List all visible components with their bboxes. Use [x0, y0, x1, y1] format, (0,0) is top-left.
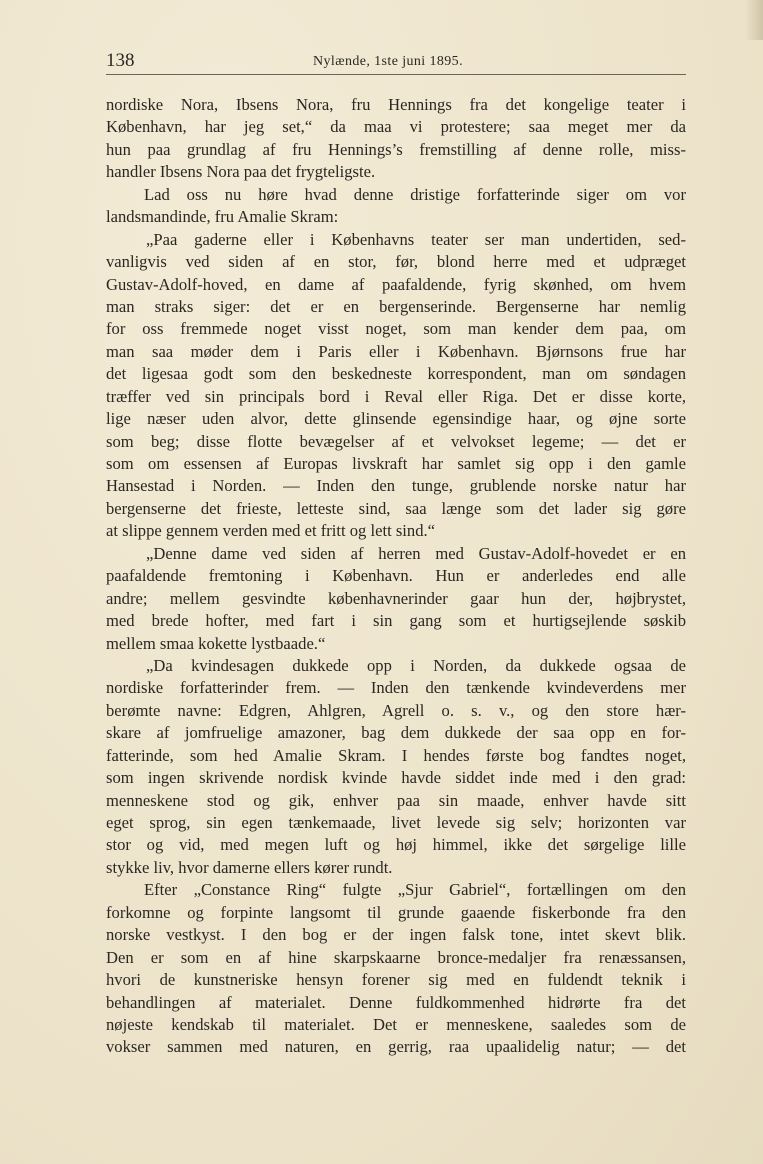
text-line: at slippe gennem verden med et fritt og lett sind.“ [106, 521, 436, 541]
text-line: forkomne og forpinte langsomt til grunde gaaende fiskerbonde fra den [106, 902, 686, 922]
text-line: vanligvis ved siden af en stor, før, blond herre med et udpræget [106, 252, 686, 272]
text-line: „Paa gaderne eller i Københavns teater ser man undertiden, sed- [146, 229, 686, 249]
text-line: man straks siger: det er en bergenserinde. Bergenserne har nemlig [106, 296, 686, 316]
text-line: for oss fremmede noget visst noget, som man kender dem paa, om [106, 319, 686, 339]
text-line: hvori de kunstneriske hensyn forener sig med en fuldendt teknik i [106, 970, 686, 990]
text-line: som beg; disse flotte bevægelser af et velvokset legeme; — det er [106, 431, 686, 451]
text-line: „Da kvindesagen dukkede opp i Norden, da dukkede ogsaa de [146, 655, 686, 675]
text-line: vokser sammen med naturen, en gerrig, raa upaalidelig natur; — det [106, 1037, 686, 1057]
page-corner-shadow [745, 0, 763, 40]
text-line: Lad oss nu høre hvad denne dristige forfatterinde siger om vor [144, 184, 686, 204]
text-line: Den er som en af hine skarpskaarne bronce-medaljer fra renæssansen, [106, 947, 686, 967]
text-line: København, har jeg set,“ da maa vi protestere; saa meget mer da [106, 117, 686, 137]
text-line: som om essensen af Europas livskraft har samlet sig opp i den gamle [106, 454, 686, 473]
body-text [106, 94, 686, 1059]
text-line: lige næser uden alvor, dette glinsende egensindige haar, og øjne sorte [106, 409, 686, 429]
header-title: Nylænde, 1ste juni 1895. [313, 54, 463, 69]
text-line: „Denne dame ved siden af herren med Gustav-Adolf-hovedet er en [146, 543, 686, 563]
text-line: bergenserne det frieste, letteste sind, saa længe som det lader sig gøre [106, 498, 686, 518]
text-line: norske vestkyst. I den bog er der ingen falsk tone, intet skevt blik. [106, 925, 686, 945]
text-line: berømte navne: Edgren, Ahlgren, Agrell o. s. v., og den store hær- [106, 700, 686, 720]
text-line: det ligesaa godt som den beskedneste korrespondent, man om søndagen [106, 364, 686, 384]
text-line: fatterinde, som hed Amalie Skram. I hendes første bog fandtes noget, [106, 745, 686, 765]
text-line: stor og vid, med megen luft og høj himmel, ikke det sørgelige lille [106, 835, 686, 855]
text-line: menneskene stod og gik, enhver paa sin maade, enhver havde sitt [106, 790, 686, 810]
running-head [106, 50, 686, 74]
text-line: behandlingen af materialet. Denne fuldkommenhed hidrørte fra det [106, 992, 686, 1012]
text-line: paafaldende fremtoning i København. Hun er anderledes end alle [106, 566, 686, 586]
text-line: andre; mellem gesvindte københavnerinder gaar hun der, højbrystet, [106, 588, 686, 608]
text-line: stykke liv, hvor damerne ellers kører rundt. [106, 857, 393, 877]
text-line: træffer ved sin principals bord i Reval eller Riga. Det er disse korte, [106, 386, 686, 406]
text-line: nordiske Nora, Ibsens Nora, fru Hennings fra det kongelige teater i [106, 95, 686, 114]
text-line: handler Ibsens Nora paa det frygteligste. [106, 162, 376, 182]
text-line: skare af jomfruelige amazoner, bag dem dukkede der saa opp en for- [106, 723, 686, 743]
header-rule [106, 74, 686, 75]
text-line: eget sprog, sin egen tænkemaade, livet levede sig selv; horizonten var [106, 813, 686, 832]
text-line: man saa møder dem i Paris eller i København. Bjørnsons frue har [106, 341, 686, 361]
text-line: nordiske forfatterinder frem. — Inden den tænkende kvindeverdens mer [106, 678, 686, 698]
text-line: Efter „Constance Ring“ fulgte „Sjur Gabriel“, fortællingen om den [144, 880, 686, 900]
text-line: som ingen skrivende nordisk kvinde havde siddet inde med i den grad: [106, 768, 686, 788]
text-line: hun paa grundlag af fru Hennings’s fremstilling af denne rolle, miss- [106, 139, 686, 159]
text-line: Hansestad i Norden. — Inden den tunge, grublende norske natur har [106, 476, 686, 496]
text-line: mellem smaa kokette lystbaade.“ [106, 633, 326, 653]
page-number: 138 [106, 50, 135, 71]
text-line: med brede hofter, med fart i sin gang som et hurtigsejlende søskib [106, 611, 686, 631]
text-line: landsmandinde, fru Amalie Skram: [106, 207, 339, 227]
text-line: Gustav-Adolf-hoved, en dame af paafaldende, fyrig skønhed, om hvem [106, 274, 686, 294]
text-line: nøjeste kendskab til materialet. Det er menneskene, saaledes som de [106, 1014, 686, 1034]
